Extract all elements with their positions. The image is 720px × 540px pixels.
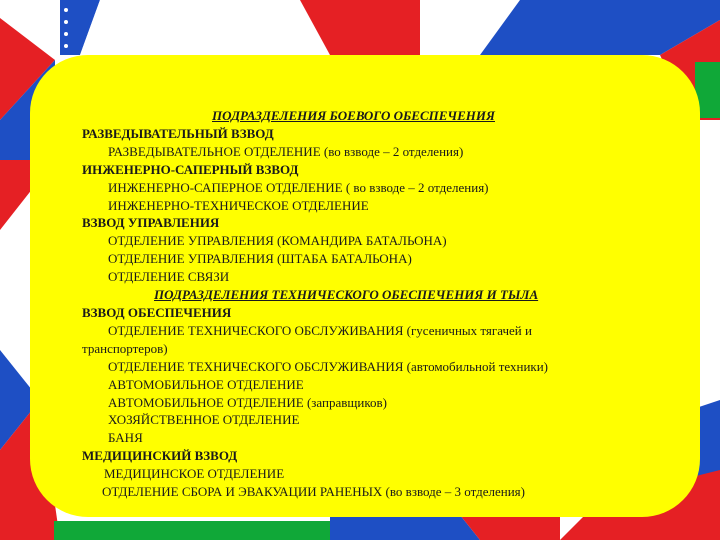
organization-list — [82, 107, 682, 501]
list-item: МЕДИЦИНСКОЕ ОТДЕЛЕНИЕ — [104, 466, 285, 482]
list-item: ОТДЕЛЕНИЕ ТЕХНИЧЕСКОГО ОБСЛУЖИВАНИЯ (автомобильной техники) — [108, 358, 549, 374]
list-item: РАЗВЕДЫВАТЕЛЬНОЕ ОТДЕЛЕНИЕ (во взводе – 2 отделения) — [108, 143, 464, 159]
bg-bottom-blue — [330, 515, 480, 540]
list-item: БАНЯ — [108, 430, 143, 446]
list-item: ОТДЕЛЕНИЕ ТЕХНИЧЕСКОГО ОБСЛУЖИВАНИЯ (гусеничных тягачей и — [108, 322, 532, 338]
list-item: ОТДЕЛЕНИЕ СБОРА И ЭВАКУАЦИИ РАНЕНЫХ (во взводе – 3 отделения) — [102, 484, 525, 500]
unit-heading: ВЗВОД УПРАВЛЕНИЯ — [82, 215, 220, 231]
unit-heading: ИНЖЕНЕРНО-САПЕРНЫЙ ВЗВОД — [82, 161, 299, 177]
list-item: ОТДЕЛЕНИЕ СВЯЗИ — [108, 269, 230, 285]
list-item: ХОЗЯЙСТВЕННОЕ ОТДЕЛЕНИЕ — [108, 412, 300, 428]
list-item: АВТОМОБИЛЬНОЕ ОТДЕЛЕНИЕ (заправщиков) — [108, 394, 387, 410]
list-item: ОТДЕЛЕНИЕ УПРАВЛЕНИЯ (ШТАБА БАТАЛЬОНА) — [108, 251, 412, 267]
list-item: ИНЖЕНЕРНО-ТЕХНИЧЕСКОЕ ОТДЕЛЕНИЕ — [108, 197, 369, 213]
list-item: АВТОМОБИЛЬНОЕ ОТДЕЛЕНИЕ — [108, 376, 304, 392]
green-bar-bottom — [54, 521, 330, 540]
list-item: ИНЖЕНЕРНО-САПЕРНОЕ ОТДЕЛЕНИЕ ( во взводе – 2 отделения) — [108, 179, 489, 195]
list-item: ОТДЕЛЕНИЕ УПРАВЛЕНИЯ (КОМАНДИРА БАТАЛЬОНА) — [108, 233, 447, 249]
unit-heading: МЕДИЦИНСКИЙ ВЗВОД — [82, 448, 238, 464]
section-heading: ПОДРАЗДЕЛЕНИЯ ТЕХНИЧЕСКОГО ОБЕСПЕЧЕНИЯ И ТЫЛА — [154, 287, 539, 303]
section-heading: ПОДРАЗДЕЛЕНИЯ БОЕВОГО ОБЕСПЕЧЕНИЯ — [212, 108, 495, 123]
unit-heading: РАЗВЕДЫВАТЕЛЬНЫЙ ВЗВОД — [82, 125, 274, 141]
unit-heading: ВЗВОД ОБЕСПЕЧЕНИЯ — [82, 304, 232, 320]
list-item: транспортеров) — [82, 340, 168, 356]
